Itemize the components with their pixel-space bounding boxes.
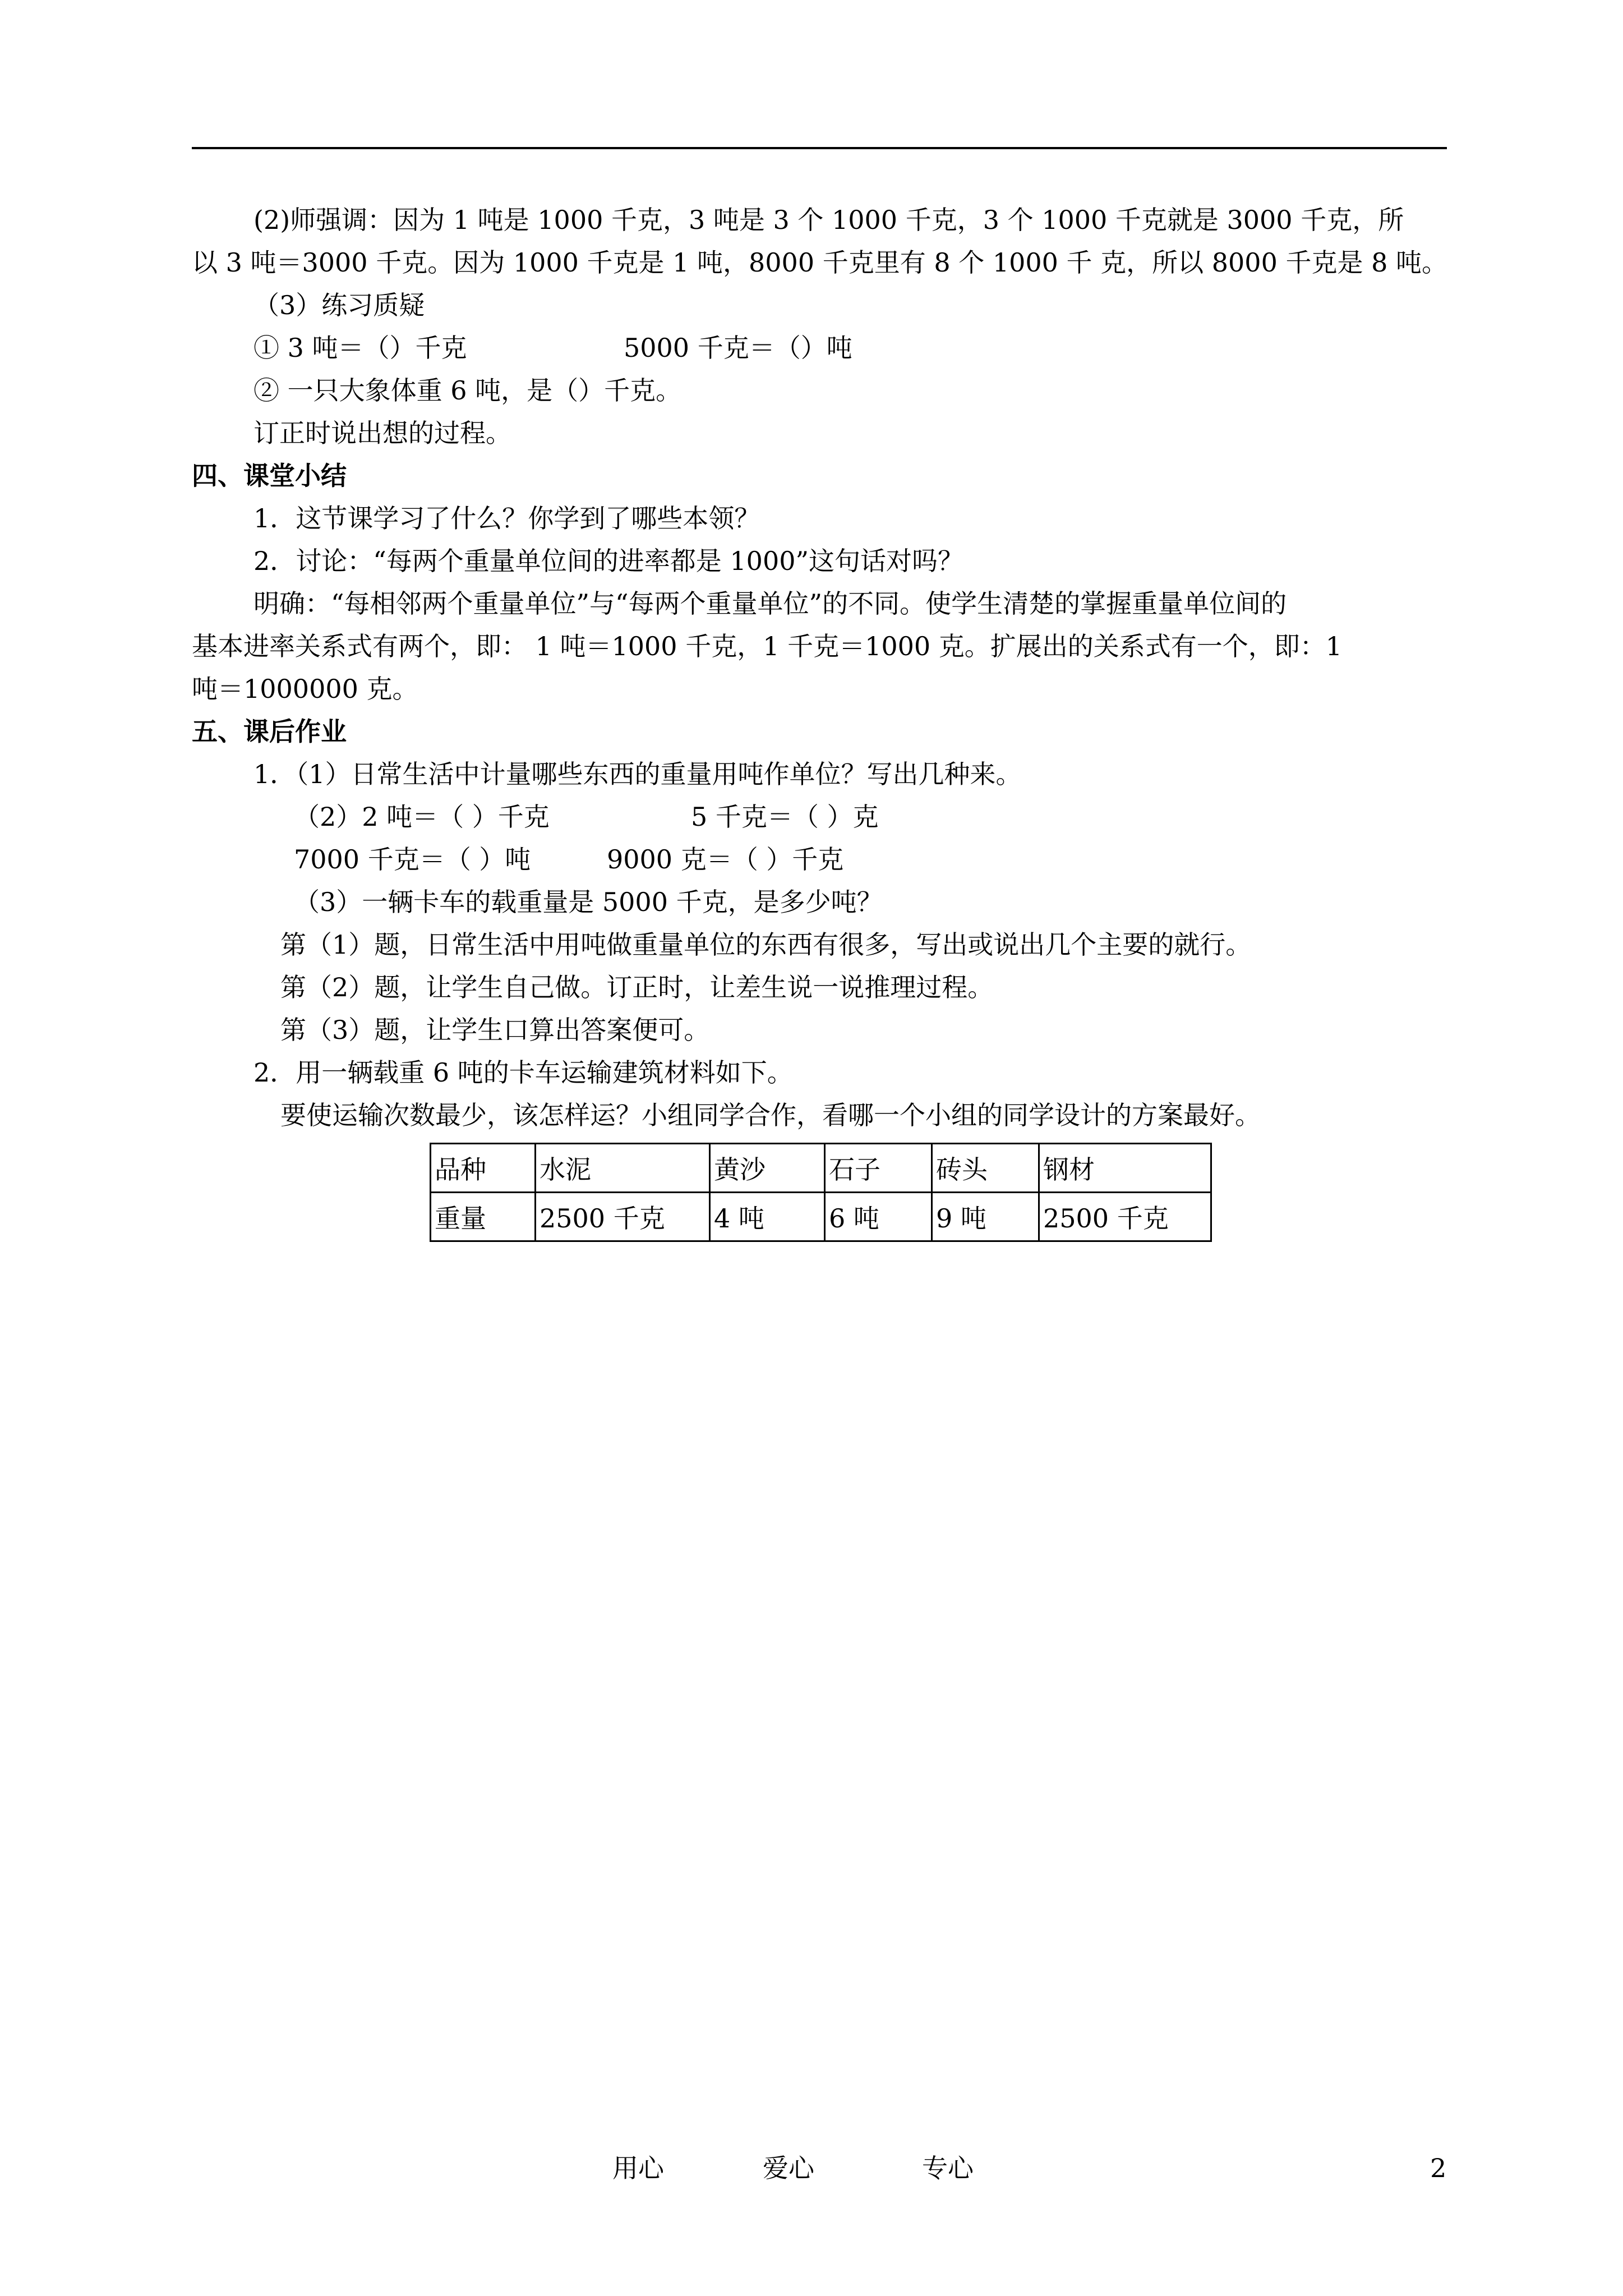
table-cell: 黄沙 xyxy=(710,1144,825,1193)
text-line: 以 3 吨＝3000 千克。因为 1000 千克是 1 吨，8000 千克里有 8 个 1000 千 克，所以 8000 千克是 8 吨。 xyxy=(192,247,1447,278)
table-cell: 4 吨 xyxy=(710,1193,825,1241)
table-cell: 2500 千克 xyxy=(1039,1193,1211,1241)
table-row xyxy=(431,1193,1211,1241)
text-line: 要使运输次数最少，该怎样运？小组同学合作，看哪一个小组的同学设计的方案最好。 xyxy=(280,1100,1261,1130)
page-number: 2 xyxy=(1430,2153,1447,2183)
table-cell: 砖头 xyxy=(932,1144,1039,1193)
text-line: 明确：“每相邻两个重量单位”与“每两个重量单位”的不同。使学生清楚的掌握重量单位间的 xyxy=(253,588,1287,619)
text-line: 5000 千克＝（）吨 xyxy=(624,333,852,363)
text-line: 基本进率关系式有两个，即： 1 吨＝1000 千克，1 千克＝1000 克。扩展出的关系式有一个，即：1 xyxy=(192,631,1343,661)
text-line: 5 千克＝（ ）克 xyxy=(691,802,879,832)
text-line: 订正时说出想的过程。 xyxy=(253,418,511,448)
text-line: ② 一只大象体重 6 吨，是（）千克。 xyxy=(253,375,682,406)
table-cell: 品种 xyxy=(431,1144,536,1193)
footer-motto: 专心 xyxy=(922,2153,974,2183)
table-cell: 6 吨 xyxy=(825,1193,932,1241)
text-line: 第（3）题，让学生口算出答案便可。 xyxy=(280,1015,710,1045)
text-line: (2)师强调：因为 1 吨是 1000 千克，3 吨是 3 个 1000 千克，3 个 1000 千克就是 3000 千克，所 xyxy=(253,205,1404,235)
text-line: 7000 千克＝（ ）吨 xyxy=(294,844,531,875)
table-cell: 2500 千克 xyxy=(536,1193,710,1241)
text-line: 2．用一辆载重 6 吨的卡车运输建筑材料如下。 xyxy=(253,1057,793,1088)
text-line: （3）一辆卡车的载重量是 5000 千克，是多少吨？ xyxy=(294,887,883,917)
text-line: 9000 克＝（ ）千克 xyxy=(607,844,844,875)
section-heading: 四、课堂小结 xyxy=(192,461,347,491)
header-rule xyxy=(192,147,1447,149)
table-cell: 石子 xyxy=(825,1144,932,1193)
table-cell: 钢材 xyxy=(1039,1144,1211,1193)
text-line: 第（2）题，让学生自己做。订正时，让差生说一说推理过程。 xyxy=(280,972,994,1002)
text-line: 2．讨论：“每两个重量单位间的进率都是 1000”这句话对吗？ xyxy=(253,546,963,576)
materials-table xyxy=(430,1143,1212,1242)
text-line: （2）2 吨＝（ ）千克 xyxy=(294,802,550,832)
text-line: 吨＝1000000 克。 xyxy=(192,674,418,704)
section-heading: 五、课后作业 xyxy=(192,716,347,747)
text-line: 第（1）题，日常生活中用吨做重量单位的东西有很多，写出或说出几个主要的就行。 xyxy=(280,930,1252,960)
table-row xyxy=(431,1144,1211,1193)
table-cell: 重量 xyxy=(431,1193,536,1241)
footer-motto: 爱心 xyxy=(763,2153,814,2183)
text-line: （3）练习质疑 xyxy=(253,290,425,320)
text-line: ① 3 吨＝（）千克 xyxy=(253,333,467,363)
table-cell: 9 吨 xyxy=(932,1193,1039,1241)
text-line: 1．这节课学习了什么？你学到了哪些本领？ xyxy=(253,503,760,533)
footer-motto: 用心 xyxy=(612,2153,664,2183)
text-line: 1．（1）日常生活中计量哪些东西的重量用吨作单位？写出几种来。 xyxy=(253,759,1022,789)
table-cell: 水泥 xyxy=(536,1144,710,1193)
